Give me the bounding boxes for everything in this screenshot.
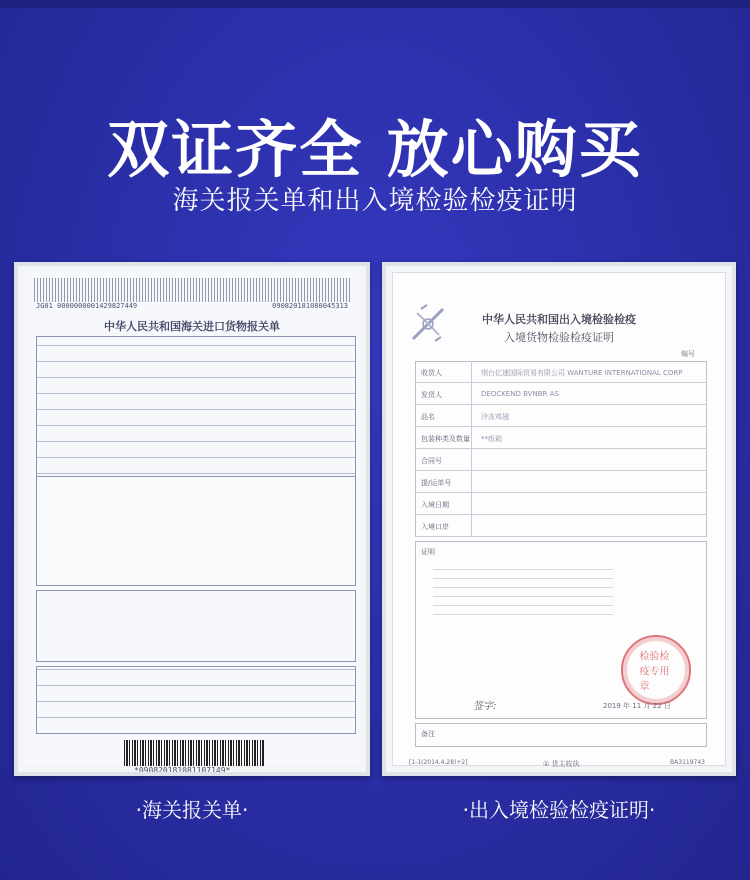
declaration-goods-area [36, 476, 356, 586]
footer-form-code: [1-1(2014.4.28)+2] [409, 759, 468, 766]
inspection-red-stamp: 检验检疫专用章 [621, 635, 691, 705]
caption-inspection-certificate: ·出入境检验检疫证明· [462, 798, 656, 822]
certificate-title-line2: 入境货物检验检疫证明 [504, 331, 614, 344]
footer-serial: BA3119743 [670, 759, 705, 766]
remark-section [415, 723, 707, 747]
row-product: 品名 冷冻鸡翅 [415, 405, 707, 427]
doc-code-left: JG01 0000000001429827449 [36, 302, 138, 310]
row-package: 包装种类及数量 **纸箱 [415, 427, 707, 449]
footer-holder: ① 货主收执 [543, 760, 580, 768]
doc-title: 中华人民共和国海关进口货物报关单 [104, 320, 280, 333]
row-contract: 合同号 [415, 449, 707, 471]
certificate-number-label: 编号 [681, 350, 695, 358]
row-entry-date: 入境日期 [415, 493, 707, 515]
sign-label: 签字: [473, 701, 497, 712]
top-barcode [34, 278, 350, 302]
doc-code-right: 090820181080045313 [272, 302, 348, 310]
declaration-remarks-area [36, 590, 356, 662]
inspection-certificate-card [382, 262, 736, 776]
remark-label: 备注 [421, 730, 435, 738]
caption-customs-declaration: ·海关报关单· [135, 798, 249, 822]
subheadline: 海关报关单和出入境检验检疫证明 [172, 186, 578, 216]
row-waybill: 提/运单号 [415, 471, 707, 493]
proof-text-lines [433, 563, 613, 623]
headline: 双证齐全 放心购买 [107, 113, 643, 186]
row-entry-port: 入境口岸 [415, 515, 707, 537]
certificate-date: 2019 年 11 月 22 日 [603, 702, 671, 710]
inspection-certificate-paper [392, 272, 726, 766]
bottom-barcode-text: *090820181081107149* [134, 766, 231, 775]
proof-label: 证明 [421, 548, 435, 556]
declaration-signature-area [36, 666, 356, 734]
row-consignee: 收货人 烟台亿速国际贸易有限公司 WANTURE INTERNATIONAL CORP [415, 361, 707, 383]
customs-declaration-paper [24, 272, 360, 775]
top-strip [0, 0, 750, 8]
customs-declaration-card [14, 262, 370, 776]
row-consignor: 发货人 DEOCKEND BVNBR AS [415, 383, 707, 405]
bottom-barcode [124, 740, 264, 766]
certificate-title-line1: 中华人民共和国出入境检验检疫 [482, 313, 636, 326]
